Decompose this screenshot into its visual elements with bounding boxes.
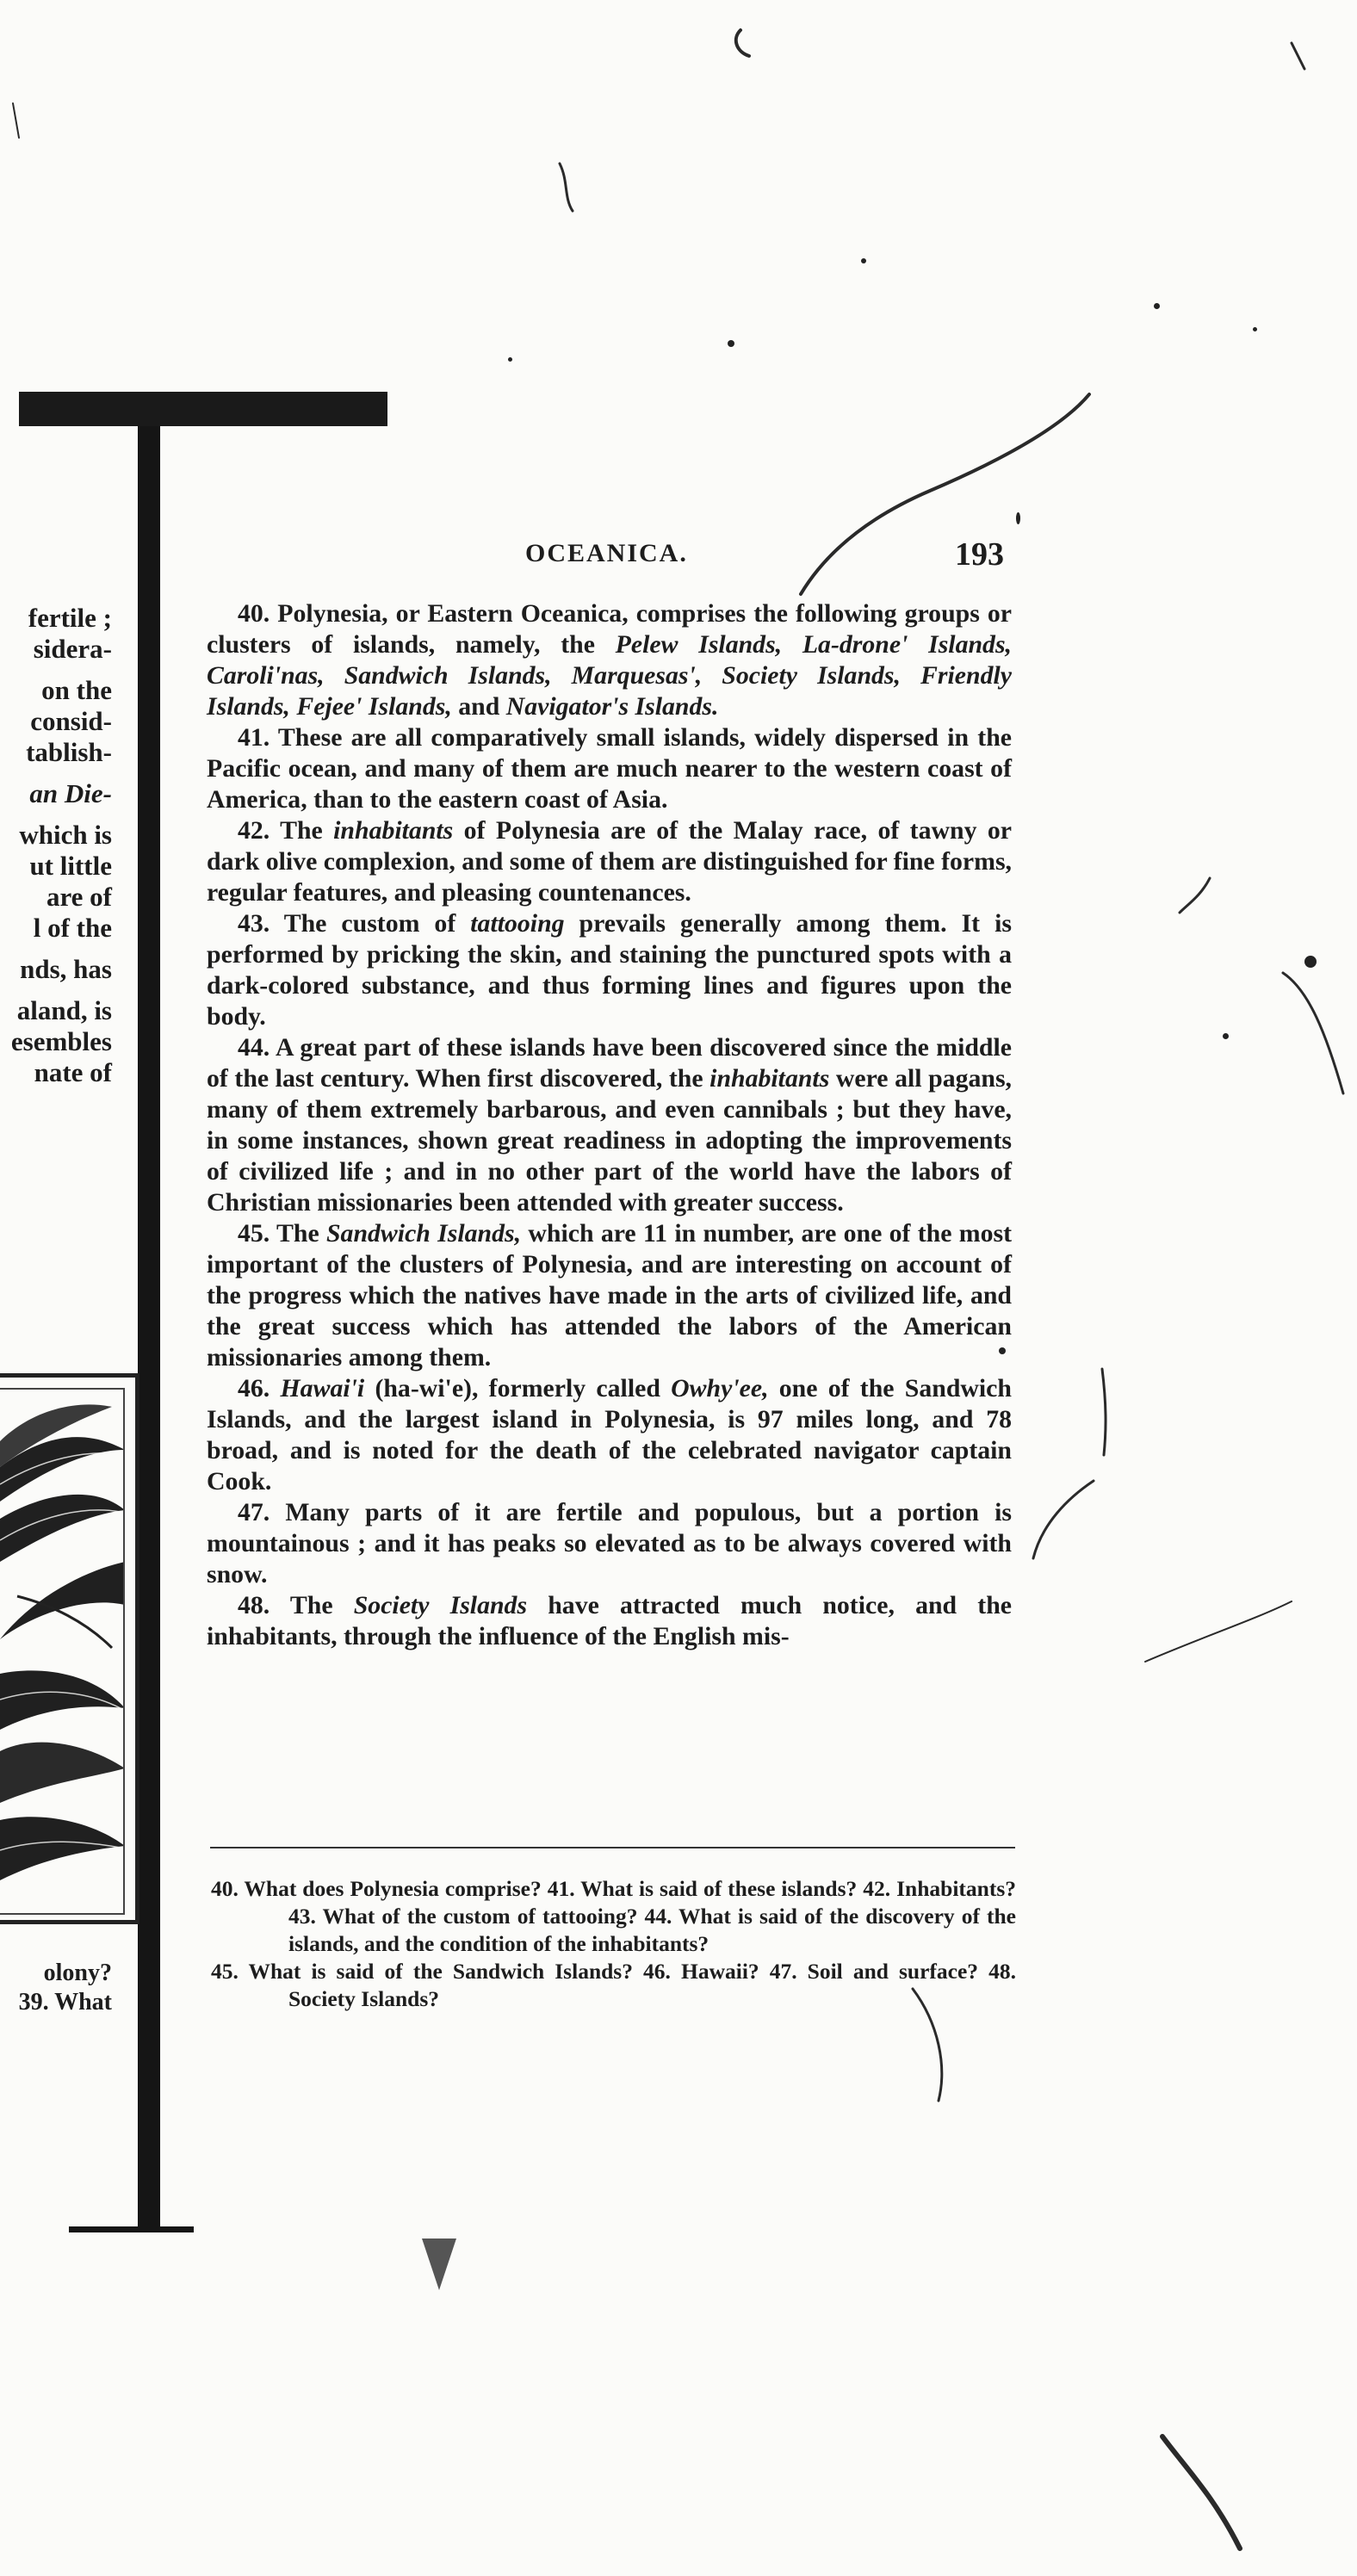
left-question-line: 39. What — [18, 1989, 112, 2016]
left-fragment-line: nds, has — [20, 954, 112, 984]
paragraph-number: 40. — [238, 599, 270, 628]
italic-term: Owhy'ee, — [671, 1374, 769, 1403]
scan-speck — [861, 258, 866, 263]
scan-speck — [1223, 1033, 1229, 1039]
scan-speck — [1016, 512, 1020, 524]
scan-speck — [1154, 303, 1160, 309]
left-fragment-line: are of — [46, 882, 112, 912]
left-fragment-line: sidera- — [33, 634, 112, 664]
question-block: 45. What is said of the Sandwich Islands? 46. Hawaii? 47. Soil and surface? 48. Society Islands? — [211, 1959, 1016, 2011]
left-fragment-line: esembles — [10, 1026, 112, 1056]
paragraph-text: The — [270, 816, 334, 845]
italic-term: inhabitants — [333, 816, 454, 845]
paragraph-text: one of the Sandwich Islands, and the largest island in Polynesia, is 97 miles long, and 78 broad, and is noted for the death of the celebrated navigator captain Cook. — [207, 1374, 1012, 1495]
paragraph-text: of Polynesia are of the Malay race, of tawny or dark olive complexion, and some of them are distinguished for fine forms, regular features, and pleasing countenances. — [207, 816, 1013, 907]
paragraph-number: 41. — [238, 723, 270, 752]
scan-speck — [1253, 327, 1257, 331]
italic-term: Hawai'i — [270, 1374, 365, 1403]
paragraph-number: 42. — [238, 816, 270, 845]
left-fragment-line: which is — [19, 820, 112, 850]
left-fragment-line: on the — [41, 675, 112, 705]
paragraph-number: 44. — [238, 1033, 270, 1062]
running-head: OCEANICA. — [525, 539, 688, 567]
paragraph-text: and — [451, 692, 506, 721]
italic-term: Navigator's Islands. — [505, 692, 719, 721]
paragraph-text: have attracted much notice, and the inhabitants, through the influence of the English mis- — [207, 1591, 1013, 1650]
paragraph-number: 46. — [238, 1374, 270, 1403]
paragraph-text: The custom of — [270, 909, 471, 938]
left-fragment-line: fertile ; — [28, 603, 112, 633]
question-block: 40. What does Polynesia comprise? 41. What is said of these islands? 42. Inhabitants? 43. What of the custom of tattooing? 44. What is said of the discovery of the islands, and the condition of the inhabitants? — [211, 1876, 1016, 1956]
scan-speck — [508, 357, 512, 362]
italic-term: tattooing — [470, 909, 565, 938]
left-fragment-line: ut little — [29, 851, 112, 881]
italic-term: inhabitants — [709, 1064, 830, 1093]
paragraph-text: Many parts of it are fertile and populous, but a portion is mountainous ; and it has peaks so elevated as to be always covered with snow. — [207, 1498, 1012, 1588]
paragraph-text: The — [270, 1219, 326, 1248]
scan-speck — [999, 1347, 1006, 1354]
paragraph-text: were all pagans, many of them extremely barbarous, and even cannibals ; but they have, in some instances, shown great readiness in adopting the improvements of civilized life ; and in no other part of the world have the labors of Christian missionaries been attended with greater success. — [207, 1064, 1013, 1217]
scan-speck — [728, 340, 734, 347]
left-fragment-line: consid- — [30, 706, 112, 736]
paragraph-text: prevails generally among them. It is performed by pricking the skin, and staining the punctured spots with a dark-colored substance, and thus forming lines and figures upon the body. — [207, 909, 1012, 1031]
italic-term: Society Islands — [353, 1591, 528, 1619]
italic-term: Sandwich Islands, — [325, 1219, 522, 1248]
paragraph-number: 45. — [238, 1219, 270, 1248]
paragraph-text: The — [270, 1591, 354, 1619]
left-fragment-line: l of the — [33, 913, 112, 943]
scan-speck — [1304, 956, 1317, 968]
left-fragment-line: an Die- — [29, 778, 112, 808]
left-fragment-line: nate of — [34, 1057, 112, 1087]
paragraph-number: 48. — [238, 1591, 270, 1619]
paragraph-text: which are 11 in number, are one of the most important of the clusters of Polynesia, and are interesting on account of the progress which the natives have made in the arts of civilized life, and the great success which has attended the labors of the American missionaries among them. — [207, 1219, 1012, 1372]
paragraph-text: (ha-wi'e), formerly called — [364, 1374, 672, 1403]
italic-term: Pelew Islands, La-drone' Islands, Caroli'nas, Sandwich Islands, Marquesas', Society Islands, Friendly Islands, Fejee' Islands, — [207, 630, 1012, 721]
paragraph-text: These are all comparatively small islands, widely dispersed in the Pacific ocean, and many of them are much nearer to the western coast of America, than to the eastern coast of Asia. — [207, 723, 1012, 814]
paragraph-number: 43. — [238, 909, 270, 938]
paragraph-text: A great part of these islands have been discovered since the middle of the last century. When first discovered, the — [207, 1033, 1012, 1093]
left-fragment-line: tablish- — [26, 737, 112, 767]
paragraph-text: Polynesia, or Eastern Oceanica, comprises the following groups or clusters of islands, namely, the — [207, 599, 1012, 659]
left-fragment-line: aland, is — [16, 995, 112, 1025]
page-number: 193 — [955, 536, 1004, 573]
paragraph-number: 47. — [238, 1498, 270, 1526]
left-question-line: olony? — [43, 1960, 112, 1986]
